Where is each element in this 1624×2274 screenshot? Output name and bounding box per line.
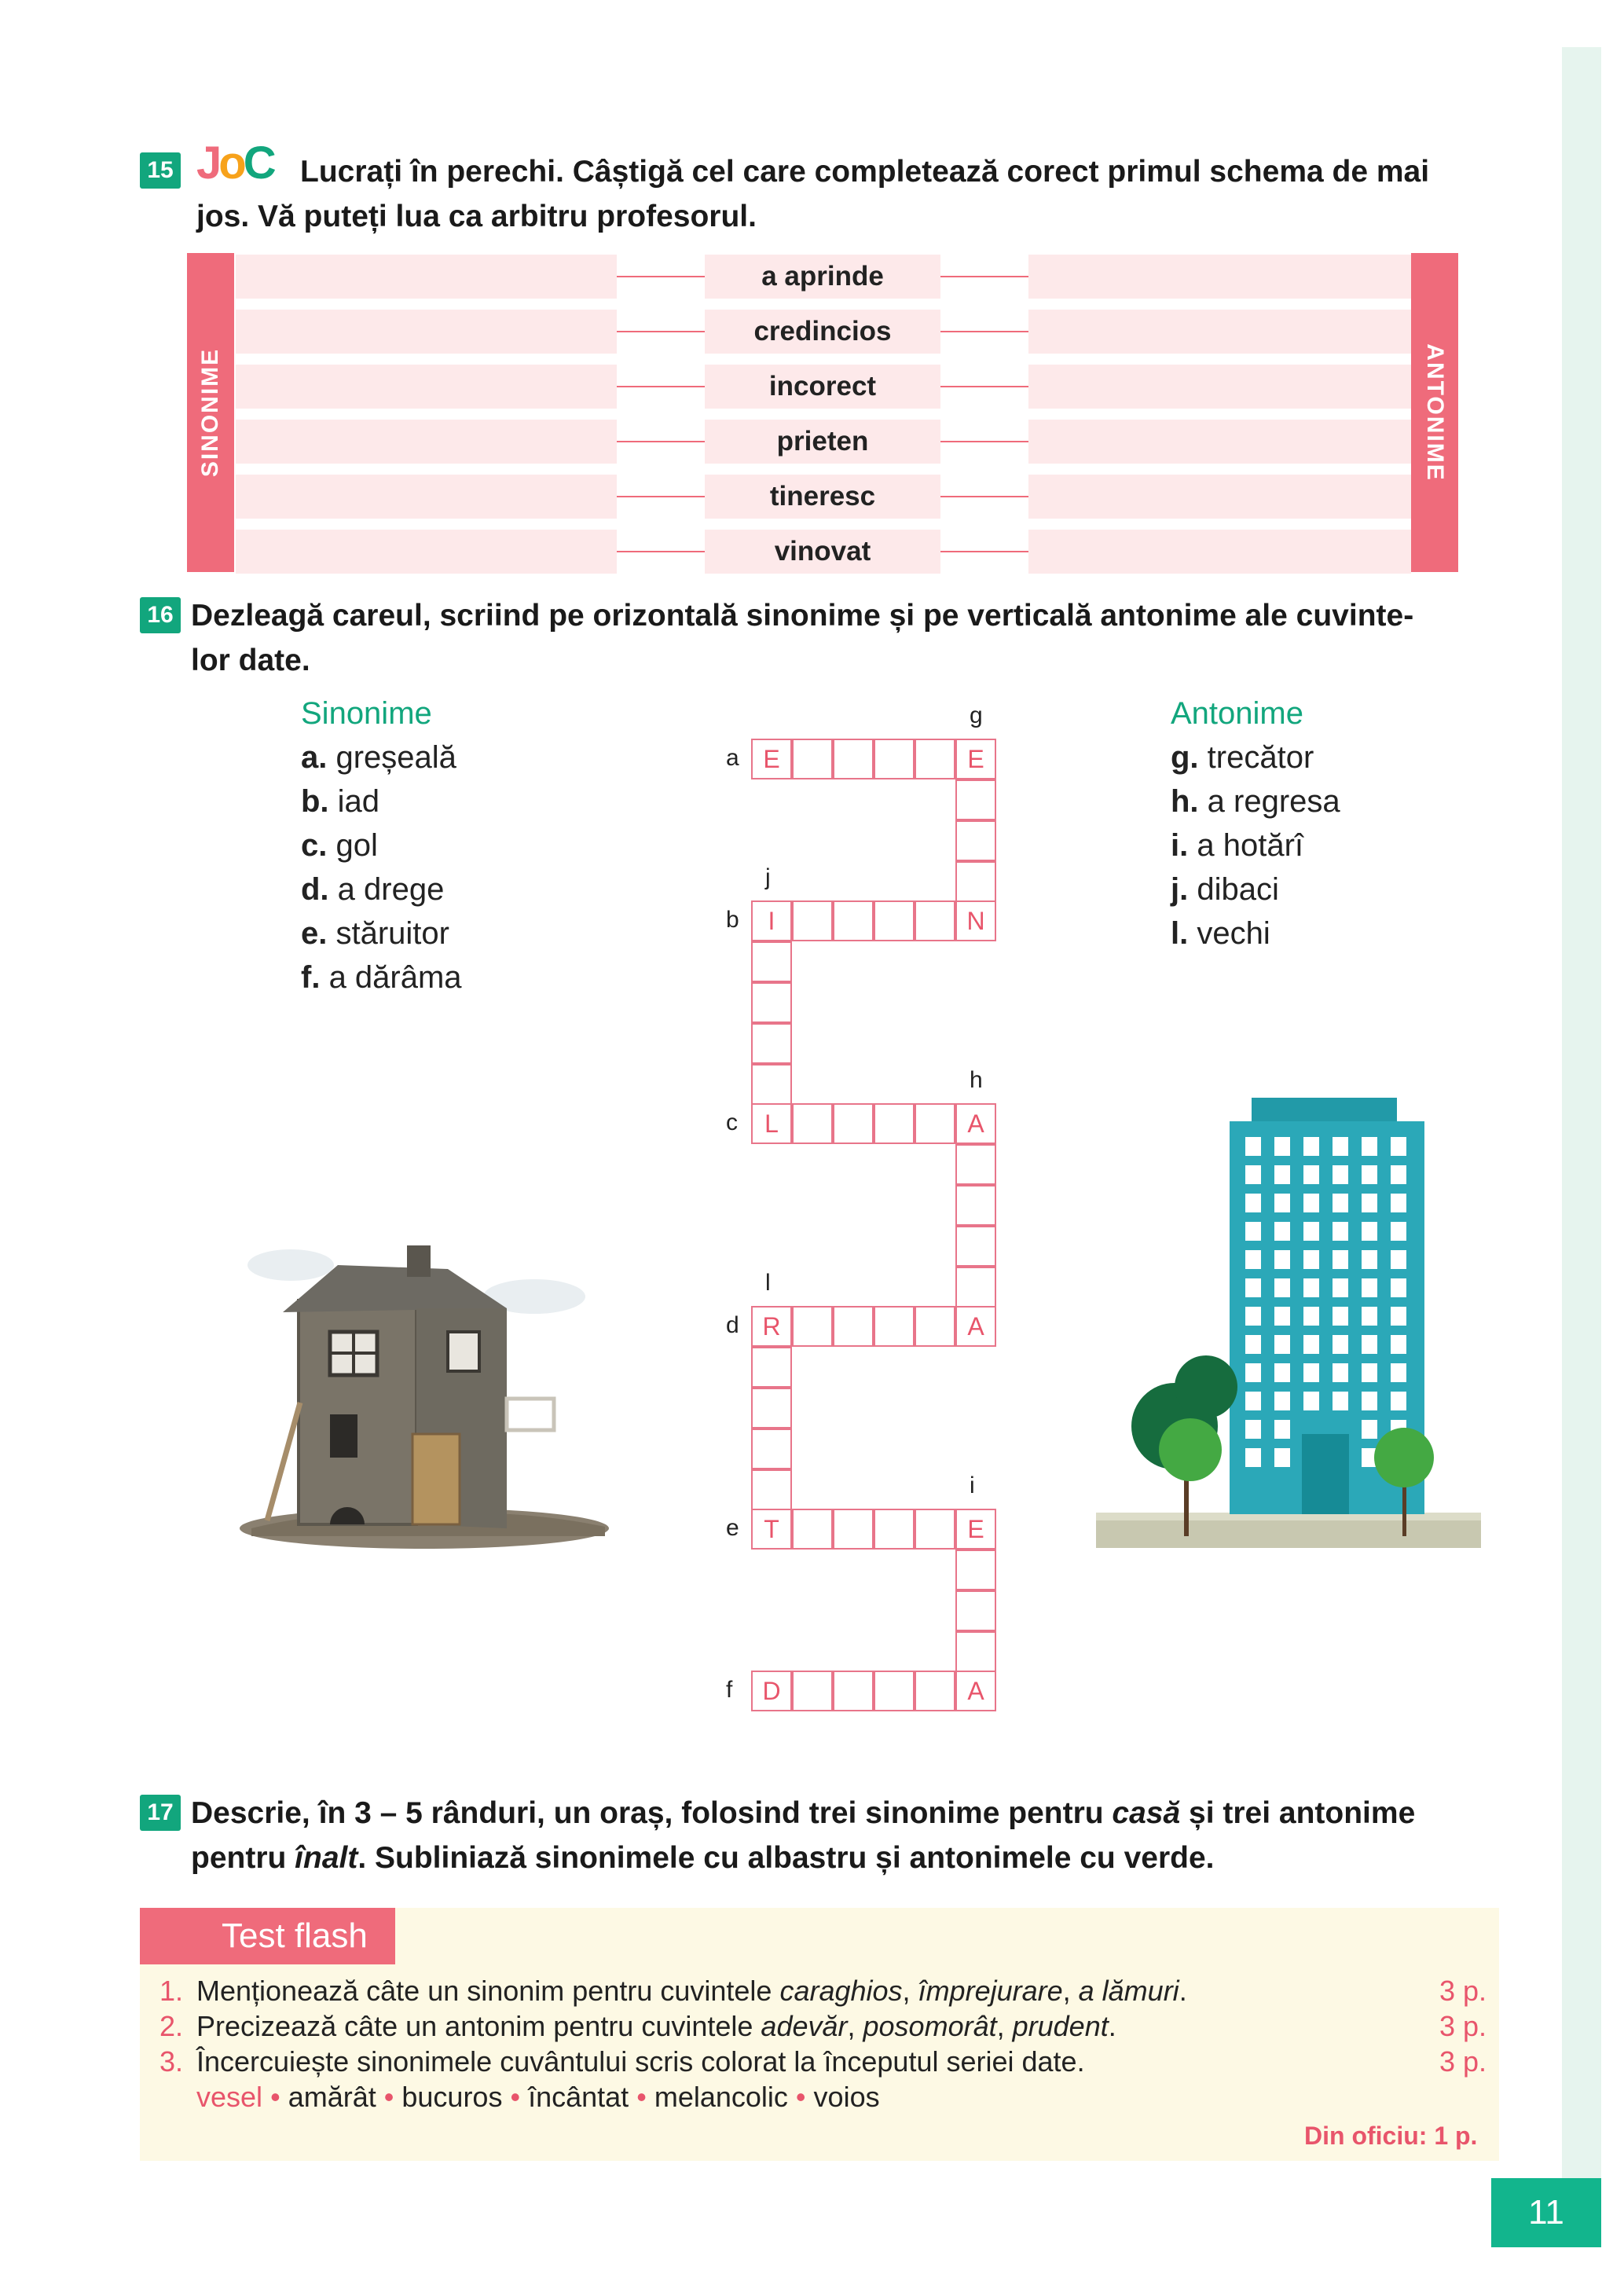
antonym-clue-g: g. trecător bbox=[1171, 740, 1314, 775]
crossword-column-label: j bbox=[765, 864, 771, 890]
building-window bbox=[1391, 1363, 1406, 1382]
building-window bbox=[1362, 1222, 1377, 1241]
exercise-15-line1: Lucrați în perechi. Câștigă cel care completează corect primul schema de mai bbox=[300, 155, 1430, 189]
building-window bbox=[1391, 1250, 1406, 1269]
crossword-cell[interactable] bbox=[792, 1306, 833, 1347]
antonym-clue-i: i. a hotărî bbox=[1171, 828, 1304, 863]
building-window bbox=[1245, 1222, 1261, 1241]
building-window bbox=[1245, 1194, 1261, 1212]
flash-item-2-points: 3 p. bbox=[1439, 2010, 1487, 2042]
flash-word-series: vesel • amărât • bucuros • încântat • melancolic • voios bbox=[196, 2081, 880, 2113]
antonym-clue-h: h. a regresa bbox=[1171, 784, 1340, 819]
crossword-column-label: h bbox=[970, 1067, 983, 1093]
crossword-cell[interactable] bbox=[792, 1671, 833, 1711]
flash-item-1-points: 3 p. bbox=[1439, 1975, 1487, 2007]
exercise-15-badge: 15 bbox=[140, 152, 181, 189]
antonym-clue-l: l. vechi bbox=[1171, 916, 1270, 951]
building-window bbox=[1245, 1363, 1261, 1382]
crossword-cell[interactable]: E bbox=[955, 739, 996, 779]
building-window bbox=[1391, 1222, 1406, 1241]
test-flash-title: Test flash bbox=[140, 1908, 395, 1964]
building-window bbox=[1391, 1307, 1406, 1326]
crossword-cell[interactable] bbox=[833, 900, 874, 941]
joc-letter-o: o bbox=[218, 138, 244, 189]
exercise-17-badge: 17 bbox=[140, 1795, 181, 1831]
exercise-16-line1: Dezleagă careul, scriind pe orizontală sinonime și pe verticală antonime ale cuvinte- bbox=[191, 599, 1414, 633]
crossword-cell[interactable] bbox=[792, 739, 833, 779]
building-window bbox=[1333, 1222, 1348, 1241]
connector-line bbox=[940, 441, 1028, 442]
crossword-cell[interactable] bbox=[751, 1023, 792, 1064]
building-window bbox=[1303, 1335, 1319, 1354]
flash-item-2-text: Precizează câte un antonim pentru cuvintele adevăr, posomorât, prudent. bbox=[196, 2010, 1116, 2042]
synonym-clue-b: b. iad bbox=[301, 784, 380, 819]
crossword-cell[interactable] bbox=[915, 1671, 955, 1711]
building-window bbox=[1245, 1448, 1261, 1467]
building-window bbox=[1303, 1363, 1319, 1382]
building-window bbox=[1245, 1278, 1261, 1297]
building-window bbox=[1274, 1307, 1290, 1326]
building-window bbox=[1391, 1335, 1406, 1354]
crossword-cell[interactable]: A bbox=[955, 1103, 996, 1144]
flash-item-3-text: Încercuiește sinonimele cuvântului scris colorat la începutul seriei date. bbox=[196, 2045, 1085, 2078]
crossword-cell[interactable] bbox=[751, 1388, 792, 1429]
crossword-cell[interactable]: L bbox=[751, 1103, 792, 1144]
series-word: voios bbox=[813, 2081, 880, 2113]
building-window bbox=[1333, 1335, 1348, 1354]
antonym-answer-cell[interactable] bbox=[1028, 475, 1411, 519]
crossword-cell[interactable] bbox=[833, 1103, 874, 1144]
joc-letter-j: J bbox=[196, 138, 219, 189]
synonym-answer-cell[interactable] bbox=[236, 310, 617, 354]
flash-item-1-number: 1. bbox=[159, 1975, 184, 2007]
schema-word: credincios bbox=[705, 310, 940, 354]
connector-line bbox=[617, 276, 705, 277]
building-window bbox=[1274, 1165, 1290, 1184]
building-window bbox=[1303, 1137, 1319, 1156]
building-window bbox=[1274, 1448, 1290, 1467]
building-window bbox=[1245, 1420, 1261, 1439]
building-window bbox=[1303, 1278, 1319, 1297]
building-window bbox=[1391, 1278, 1406, 1297]
crossword-row-label: f bbox=[726, 1677, 733, 1703]
building-window bbox=[1391, 1165, 1406, 1184]
building-window bbox=[1274, 1194, 1290, 1212]
building-window bbox=[1245, 1335, 1261, 1354]
building-window bbox=[1245, 1137, 1261, 1156]
crossword-cell[interactable] bbox=[833, 1306, 874, 1347]
building-window bbox=[1362, 1392, 1377, 1410]
exercise-15-line2: jos. Vă puteți lua ca arbitru profesorul. bbox=[196, 200, 757, 233]
connector-line bbox=[617, 551, 705, 552]
antonym-answer-cell[interactable] bbox=[1028, 310, 1411, 354]
building-window bbox=[1274, 1250, 1290, 1269]
flash-item-3-points: 3 p. bbox=[1439, 2045, 1487, 2078]
joc-letter-c: C bbox=[243, 138, 273, 189]
crossword-cell[interactable] bbox=[915, 739, 955, 779]
antonym-clue-j: j. dibaci bbox=[1171, 872, 1279, 907]
crossword-cell[interactable] bbox=[874, 1671, 915, 1711]
building-window bbox=[1333, 1363, 1348, 1382]
crossword-cell[interactable] bbox=[874, 1103, 915, 1144]
building-window bbox=[1333, 1278, 1348, 1297]
crossword-cell[interactable]: A bbox=[955, 1671, 996, 1711]
crossword-row-label: e bbox=[726, 1515, 739, 1541]
crossword-column-label: i bbox=[970, 1473, 975, 1498]
building-window bbox=[1391, 1194, 1406, 1212]
crossword-column-label: g bbox=[970, 702, 983, 728]
crossword-cell[interactable]: N bbox=[955, 900, 996, 941]
series-word: melancolic bbox=[654, 2081, 788, 2113]
flash-item-2-number: 2. bbox=[159, 2010, 184, 2042]
schema-word: vinovat bbox=[705, 530, 940, 574]
antonyms-label: ANTONIME bbox=[1422, 343, 1448, 482]
series-word: amărât bbox=[288, 2081, 376, 2113]
connector-line bbox=[940, 331, 1028, 332]
crossword-cell[interactable] bbox=[955, 1631, 996, 1672]
synonyms-title: Sinonime bbox=[301, 696, 432, 731]
building-window bbox=[1274, 1137, 1290, 1156]
flash-office-points: Din oficiu: 1 p. bbox=[1304, 2122, 1478, 2150]
crossword-cell[interactable] bbox=[874, 1509, 915, 1550]
building-window bbox=[1245, 1165, 1261, 1184]
synonym-answer-cell[interactable] bbox=[236, 475, 617, 519]
building-window bbox=[1274, 1222, 1290, 1241]
crossword-cell[interactable] bbox=[751, 982, 792, 1023]
crossword-row-label: d bbox=[726, 1312, 739, 1338]
crossword-cell[interactable] bbox=[833, 1509, 874, 1550]
crossword-cell[interactable] bbox=[955, 861, 996, 902]
crossword-cell[interactable] bbox=[955, 1185, 996, 1226]
crossword-cell[interactable]: I bbox=[751, 900, 792, 941]
crossword-cell[interactable] bbox=[955, 820, 996, 861]
building-window bbox=[1333, 1250, 1348, 1269]
exercise-17-line2: pentru înalt. Subliniază sinonimele cu albastru și antonimele cu verde. bbox=[191, 1841, 1215, 1875]
crossword-cell[interactable] bbox=[833, 1671, 874, 1711]
crossword-cell[interactable] bbox=[792, 1103, 833, 1144]
antonyms-title: Antonime bbox=[1171, 696, 1303, 731]
building-window bbox=[1274, 1335, 1290, 1354]
synonym-clue-f: f. a dărâma bbox=[301, 960, 462, 995]
building-window bbox=[1391, 1392, 1406, 1410]
building-window bbox=[1333, 1307, 1348, 1326]
connector-line bbox=[940, 276, 1028, 277]
building-window bbox=[1303, 1307, 1319, 1326]
crossword-cell[interactable] bbox=[874, 1306, 915, 1347]
synonym-clue-e: e. stăruitor bbox=[301, 916, 449, 951]
connector-line bbox=[940, 386, 1028, 387]
crossword-cell[interactable] bbox=[751, 1064, 792, 1105]
crossword-cell[interactable] bbox=[751, 1429, 792, 1469]
synonym-answer-cell[interactable] bbox=[236, 420, 617, 464]
building-window bbox=[1362, 1194, 1377, 1212]
schema-word: prieten bbox=[705, 420, 940, 464]
series-word: încântat bbox=[528, 2081, 629, 2113]
connector-line bbox=[940, 551, 1028, 552]
flash-item-3-number: 3. bbox=[159, 2045, 184, 2078]
building-window bbox=[1362, 1137, 1377, 1156]
connector-line bbox=[617, 386, 705, 387]
building-window bbox=[1303, 1222, 1319, 1241]
connector-line bbox=[940, 496, 1028, 497]
building-window bbox=[1362, 1165, 1377, 1184]
side-strip bbox=[1562, 47, 1601, 2184]
crossword-cell[interactable]: D bbox=[751, 1671, 792, 1711]
series-word: bucuros bbox=[401, 2081, 503, 2113]
old-house-illustration bbox=[236, 1222, 613, 1552]
connector-line bbox=[617, 331, 705, 332]
synonym-answer-cell[interactable] bbox=[236, 530, 617, 574]
synonyms-label: SINONIME bbox=[197, 347, 223, 478]
building-window bbox=[1333, 1165, 1348, 1184]
building-window bbox=[1303, 1194, 1319, 1212]
crossword-cell[interactable] bbox=[955, 779, 996, 820]
building-window bbox=[1333, 1392, 1348, 1410]
antonym-answer-cell[interactable] bbox=[1028, 530, 1411, 574]
exercise-17-line1: Descrie, în 3 – 5 rânduri, un oraș, folosind trei sinonime pentru casă și trei antonime bbox=[191, 1796, 1416, 1830]
crossword-cell[interactable] bbox=[792, 1509, 833, 1550]
synonym-answer-cell[interactable] bbox=[236, 365, 617, 409]
building-window bbox=[1362, 1250, 1377, 1269]
building-window bbox=[1245, 1307, 1261, 1326]
crossword-cell[interactable] bbox=[955, 1144, 996, 1185]
flash-item-1-text: Menționează câte un sinonim pentru cuvintele caraghios, împrejurare, a lămuri. bbox=[196, 1975, 1187, 2007]
crossword-cell[interactable] bbox=[955, 1550, 996, 1590]
synonym-answer-cell[interactable] bbox=[236, 255, 617, 299]
crossword-row-label: b bbox=[726, 907, 739, 933]
synonym-clue-a: a. greșeală bbox=[301, 740, 456, 775]
crossword-cell[interactable] bbox=[751, 1469, 792, 1510]
crossword-cell[interactable]: A bbox=[955, 1306, 996, 1347]
crossword-cell[interactable] bbox=[833, 739, 874, 779]
building-window bbox=[1362, 1307, 1377, 1326]
crossword-cell[interactable]: E bbox=[955, 1509, 996, 1550]
antonym-answer-cell[interactable] bbox=[1028, 365, 1411, 409]
building-window bbox=[1303, 1392, 1319, 1410]
exercise-16-line2: lor date. bbox=[191, 644, 310, 677]
building-window bbox=[1362, 1363, 1377, 1382]
crossword-cell[interactable] bbox=[915, 1306, 955, 1347]
building-window bbox=[1362, 1335, 1377, 1354]
crossword-column-label: l bbox=[765, 1270, 771, 1296]
building-window bbox=[1303, 1165, 1319, 1184]
antonym-answer-cell[interactable] bbox=[1028, 420, 1411, 464]
building-window bbox=[1274, 1392, 1290, 1410]
exercise-16-badge: 16 bbox=[140, 597, 181, 633]
building-window bbox=[1362, 1278, 1377, 1297]
crossword-cell[interactable] bbox=[751, 941, 792, 982]
joc-logo bbox=[196, 140, 273, 187]
synonym-clue-c: c. gol bbox=[301, 828, 378, 863]
schema-word: tineresc bbox=[705, 475, 940, 519]
crossword-cell[interactable] bbox=[915, 1509, 955, 1550]
building-window bbox=[1274, 1420, 1290, 1439]
building-window bbox=[1391, 1137, 1406, 1156]
crossword-cell[interactable] bbox=[955, 1226, 996, 1267]
connector-line bbox=[617, 441, 705, 442]
page-number: 11 bbox=[1491, 2178, 1601, 2247]
building-window bbox=[1333, 1194, 1348, 1212]
crossword-cell[interactable] bbox=[874, 900, 915, 941]
crossword-cell[interactable] bbox=[955, 1590, 996, 1631]
crossword-cell[interactable] bbox=[751, 1347, 792, 1388]
crossword-row-label: c bbox=[726, 1109, 738, 1135]
synonym-clue-d: d. a drege bbox=[301, 872, 445, 907]
crossword-cell[interactable] bbox=[915, 1103, 955, 1144]
building-window bbox=[1333, 1137, 1348, 1156]
building-window bbox=[1245, 1250, 1261, 1269]
crossword-cell[interactable]: R bbox=[751, 1306, 792, 1347]
series-word-colored: vesel bbox=[196, 2081, 263, 2113]
building-window bbox=[1274, 1363, 1290, 1382]
crossword-cell[interactable] bbox=[792, 900, 833, 941]
antonym-answer-cell[interactable] bbox=[1028, 255, 1411, 299]
schema-word: incorect bbox=[705, 365, 940, 409]
crossword-row-label: a bbox=[726, 745, 739, 771]
building-window bbox=[1303, 1250, 1319, 1269]
schema-word: a aprinde bbox=[705, 255, 940, 299]
building-window bbox=[1274, 1278, 1290, 1297]
building-window bbox=[1362, 1420, 1377, 1439]
crossword-cell[interactable] bbox=[915, 900, 955, 941]
tall-building-illustration bbox=[1096, 1088, 1481, 1560]
building-window bbox=[1245, 1392, 1261, 1410]
crossword-cell[interactable]: T bbox=[751, 1509, 792, 1550]
crossword-cell[interactable] bbox=[955, 1267, 996, 1308]
crossword-cell[interactable] bbox=[874, 739, 915, 779]
connector-line bbox=[617, 496, 705, 497]
crossword-cell[interactable]: E bbox=[751, 739, 792, 779]
